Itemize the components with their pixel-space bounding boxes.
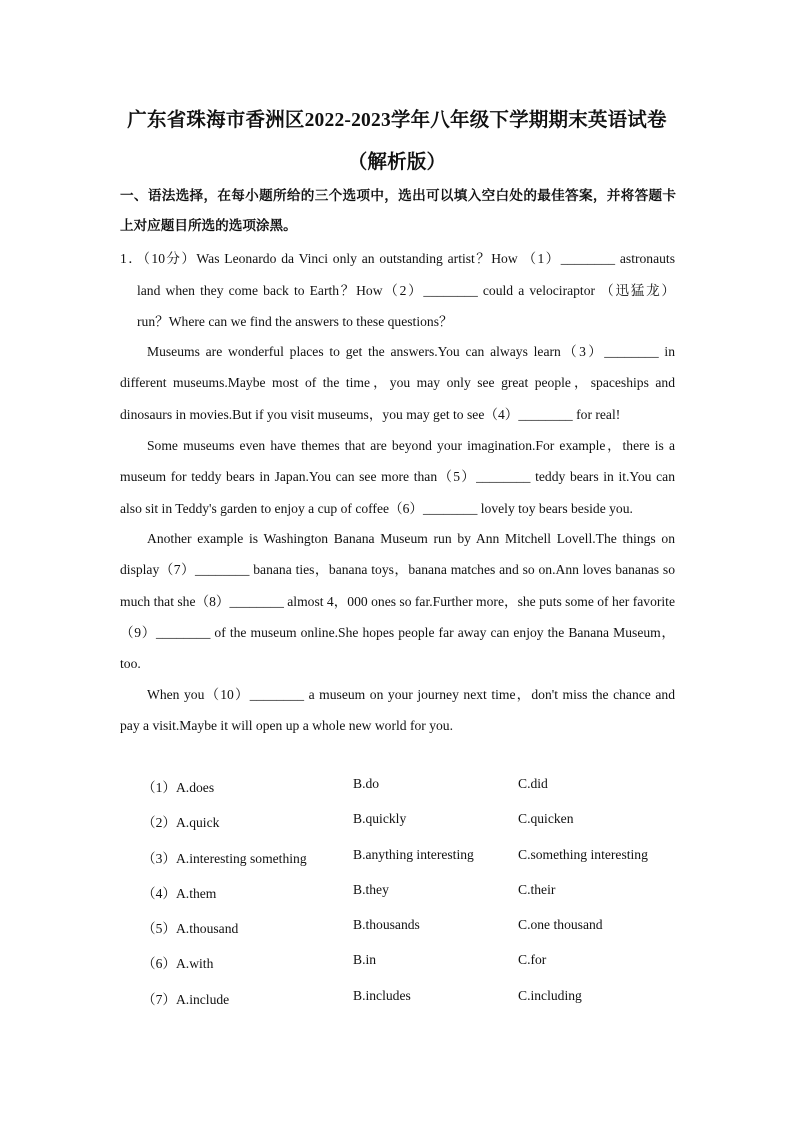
option-row [142, 988, 702, 1023]
option-row [142, 811, 702, 846]
option-a: （4）A.them [142, 885, 217, 901]
option-row [142, 952, 702, 987]
section-heading: 一、语法选择，在每小题所给的三个选项中，选出可以填入空白处的最佳答案，并将答题卡上对应题目所选的选项涂黑。 [120, 188, 676, 233]
exam-title: 广东省珠海市香洲区2022-2023学年八年级下学期期末英语试卷 [127, 110, 667, 131]
option-row [142, 776, 702, 811]
option-c: C.something interesting [518, 846, 648, 862]
option-a: （1）A.does [142, 780, 215, 795]
option-a: （3）A.interesting something [142, 850, 307, 866]
option-b: B.anything interesting [353, 846, 474, 862]
passage-paragraph-3: Another example is Washington Banana Museum run by Ann Mitchell Lovell.The things on display（7）________ banana ties，banana toys，banana matches and so on.Ann loves bananas so much that she（8）________ almost 4，000 ones so far.Further more，she puts some of her favorite （9）________ of the museum online.She hopes people far away can enjoy the Banana Museum，too. [120, 531, 675, 672]
question-intro [120, 243, 675, 338]
option-c: C.did [518, 776, 548, 791]
option-c: C.quicken [518, 811, 574, 827]
option-row [142, 847, 702, 882]
option-a: （5）A.thousand [142, 921, 239, 937]
option-c: C.for [518, 952, 547, 968]
option-b: B.they [353, 881, 389, 897]
options-list [142, 776, 702, 1023]
question-line-2: land when they come back to Earth？How（2）________ could a velociraptor （迅猛龙） [137, 282, 675, 298]
option-c: C.their [518, 881, 556, 897]
option-b: B.in [353, 952, 377, 968]
option-row [142, 882, 702, 917]
option-b: B.quickly [353, 811, 407, 827]
option-c: C.one thousand [518, 917, 603, 933]
option-a: （6）A.with [142, 956, 214, 972]
option-b: B.thousands [353, 917, 420, 933]
option-b: B.includes [353, 987, 411, 1003]
option-a: （7）A.include [142, 991, 230, 1007]
passage-paragraph-1: Museums are wonderful places to get the answers.You can always learn（3）________ in different museums.Maybe most of the time，you may only see great people，spaceships and dinosaurs in movies.But if you visit museums，you may get to see（4）________ for real! [120, 344, 675, 422]
option-c: C.including [518, 987, 582, 1003]
passage-paragraph-2: Some museums even have themes that are beyond your imagination.For example，there is a museum for teddy bears in Japan.You can see more than（5）________ teddy bears in it.You can also sit in Teddy's garden to enjoy a cup of coffee（6）________ lovely toy bears beside you. [120, 438, 675, 516]
exam-subtitle: （解析版） [347, 152, 447, 173]
option-row [142, 917, 702, 952]
question-line-1: 1．（10分）Was Leonardo da Vinci only an outstanding artist？How （1）________ astronauts [120, 251, 675, 266]
question-line-3: run？Where can we find the answers to these questions？ [137, 314, 453, 329]
passage-paragraph-4: When you（10）________ a museum on your journey next time，don't miss the chance and pay a visit.Maybe it will open up a whole new world for you. [120, 687, 675, 734]
option-a: （2）A.quick [142, 815, 220, 831]
option-b: B.do [353, 776, 380, 791]
